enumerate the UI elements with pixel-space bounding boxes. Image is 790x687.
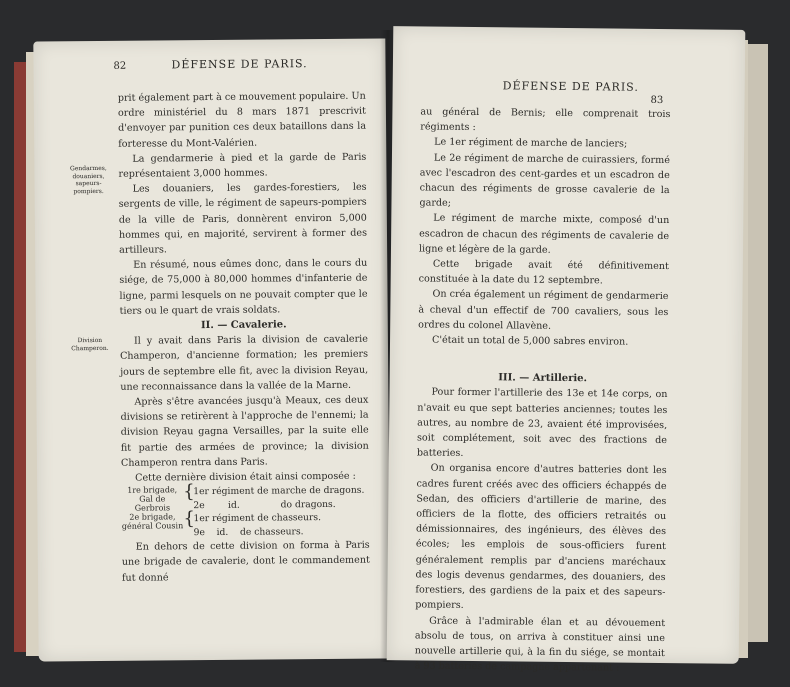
paragraph: Le 2e régiment de marche de cuirassiers, formé avec l'escadron des cent-gardes et un escadron de chacun des régiments de grosse cavalerie de la garde; [419,152,670,210]
paragraph: Il y avait dans Paris la division de cavalerie Champeron, d'ancienne formation; les premiers jours de septembre elle fit, avec la division Reyau, une reconnaissance dans la vallée de la Marne. [120,333,369,393]
margin-note-gendarmes: Gendarmes, douaniers, sapeurs-pompiers. [70,164,107,195]
margin-note-division: Division Champeron. [71,336,109,352]
brace-icon: { [183,508,196,530]
paragraph: La gendarmerie à pied et la garde de Paris représentaient 3,000 hommes. [118,151,367,180]
paragraph: Pour former l'artillerie des 13e et 14e corps, on n'avait eu que sept batteries anciennes; toutes les autres, au nombre de 23, avaient été improvisées, soit complétement, soit avec des fractions de batteries. [416,387,668,460]
paragraph: En résumé, nous eûmes donc, dans le cours du siége, de 75,000 à 80,000 hommes d'infanterie de ligne, parmi lesquels on ne pouvait compter que le tiers ou le quart de vrais soldats. [119,257,368,317]
right-text-column [415,104,671,676]
list-item [121,481,369,513]
paragraph: Cette dernière division était ainsi composée : [135,470,356,484]
paragraph: Après s'être avancées jusqu'à Meaux, ces deux divisions se retirèrent à l'approche de l'ennemi; la division Reyau gagna Versailles, par la suite elle fit partie des armées de province; la division Champeron rentra dans Paris. [120,394,369,469]
section-title-cavalerie: II. — Cavalerie. [200,319,287,332]
composition-list [121,481,369,540]
list-item [121,508,369,540]
paragraph: Les douaniers, les gardes-forestiers, les sergents de ville, le régiment de sapeurs-pompiers de la ville de Paris, donnèrent environ 5,000 hommes qui, en majorité, servirent à former des artilleurs. [118,181,368,256]
paragraph: En dehors de cette division on forma à Paris une brigade de cavalerie, dont le commandement fut donné [121,539,370,584]
paragraph: On organisa encore d'autres batteries dont les cadres furent créés avec des officiers échappés de Sedan, des officiers d'artillerie de marine, des officiers de la flotte, des officiers retraités ou démissionnaires, des ingénieurs, des élèves des écoles; les emplois de sous-officiers furent généralement remplis par d'anciens maréchaux des logis devenus gendarmes, des douaniers, des forestiers, des gardiens de la paix et des sapeurs-pompiers. [415,463,667,612]
right-page [387,26,746,674]
section-title-artillerie: III. — Artillerie. [498,372,588,385]
regiment-line: 1er régiment de marche de dragons. [193,484,365,498]
brigade-label: 1re brigade, Gal de Gerbrois [127,485,178,513]
paragraph: C'était un total de 5,000 sabres environ. [431,334,629,348]
regiment-line: 2e id. do dragons. [193,498,336,511]
brigade-label: 2e brigade, général Cousin [121,512,184,532]
page-number-left: 82 [113,60,127,72]
regiment-line: 1er régiment de chasseurs. [193,512,322,525]
paragraph: Le régiment de marche mixte, composé d'un escadron de chacun des régiments de cavalerie de ligne et légère de la garde. [418,213,670,256]
left-page [33,38,390,661]
regiment-line: 9e id. de chasseurs. [193,525,304,538]
left-text-column [118,89,370,586]
paragraph: prit également part à ce mouvement populaire. Un ordre ministériel du 8 mars 1871 prescrivit d'envoyer par punition ces deux bataillons dans la forteresse du Mont-Valérien. [117,90,367,150]
paragraph: Le 1er régiment de marche de lanciers; [434,137,628,151]
paragraph: On créa également un régiment de gendarmerie à cheval d'un effectif de 700 cavaliers, sous les ordres du colonel Allavène. [418,289,669,332]
paragraph: Grâce à l'admirable élan et au dévouement absolu de tous, on arriva à constituer ainsi une nouvelle artillerie qui, à la fin du siége, se montait à 93 batteries de campagne appartenant : [414,615,666,674]
page-number-right: 83 [650,94,664,107]
running-header-right: DÉFENSE DE PARIS. [502,79,639,94]
running-header-left: DÉFENSE DE PARIS. [171,57,308,72]
paragraph: Cette brigade avait été définitivement constituée à la date du 12 septembre. [418,258,669,287]
paragraph: au général de Bernis; elle comprenait trois régiments : [420,106,671,134]
brace-icon: { [183,481,195,503]
